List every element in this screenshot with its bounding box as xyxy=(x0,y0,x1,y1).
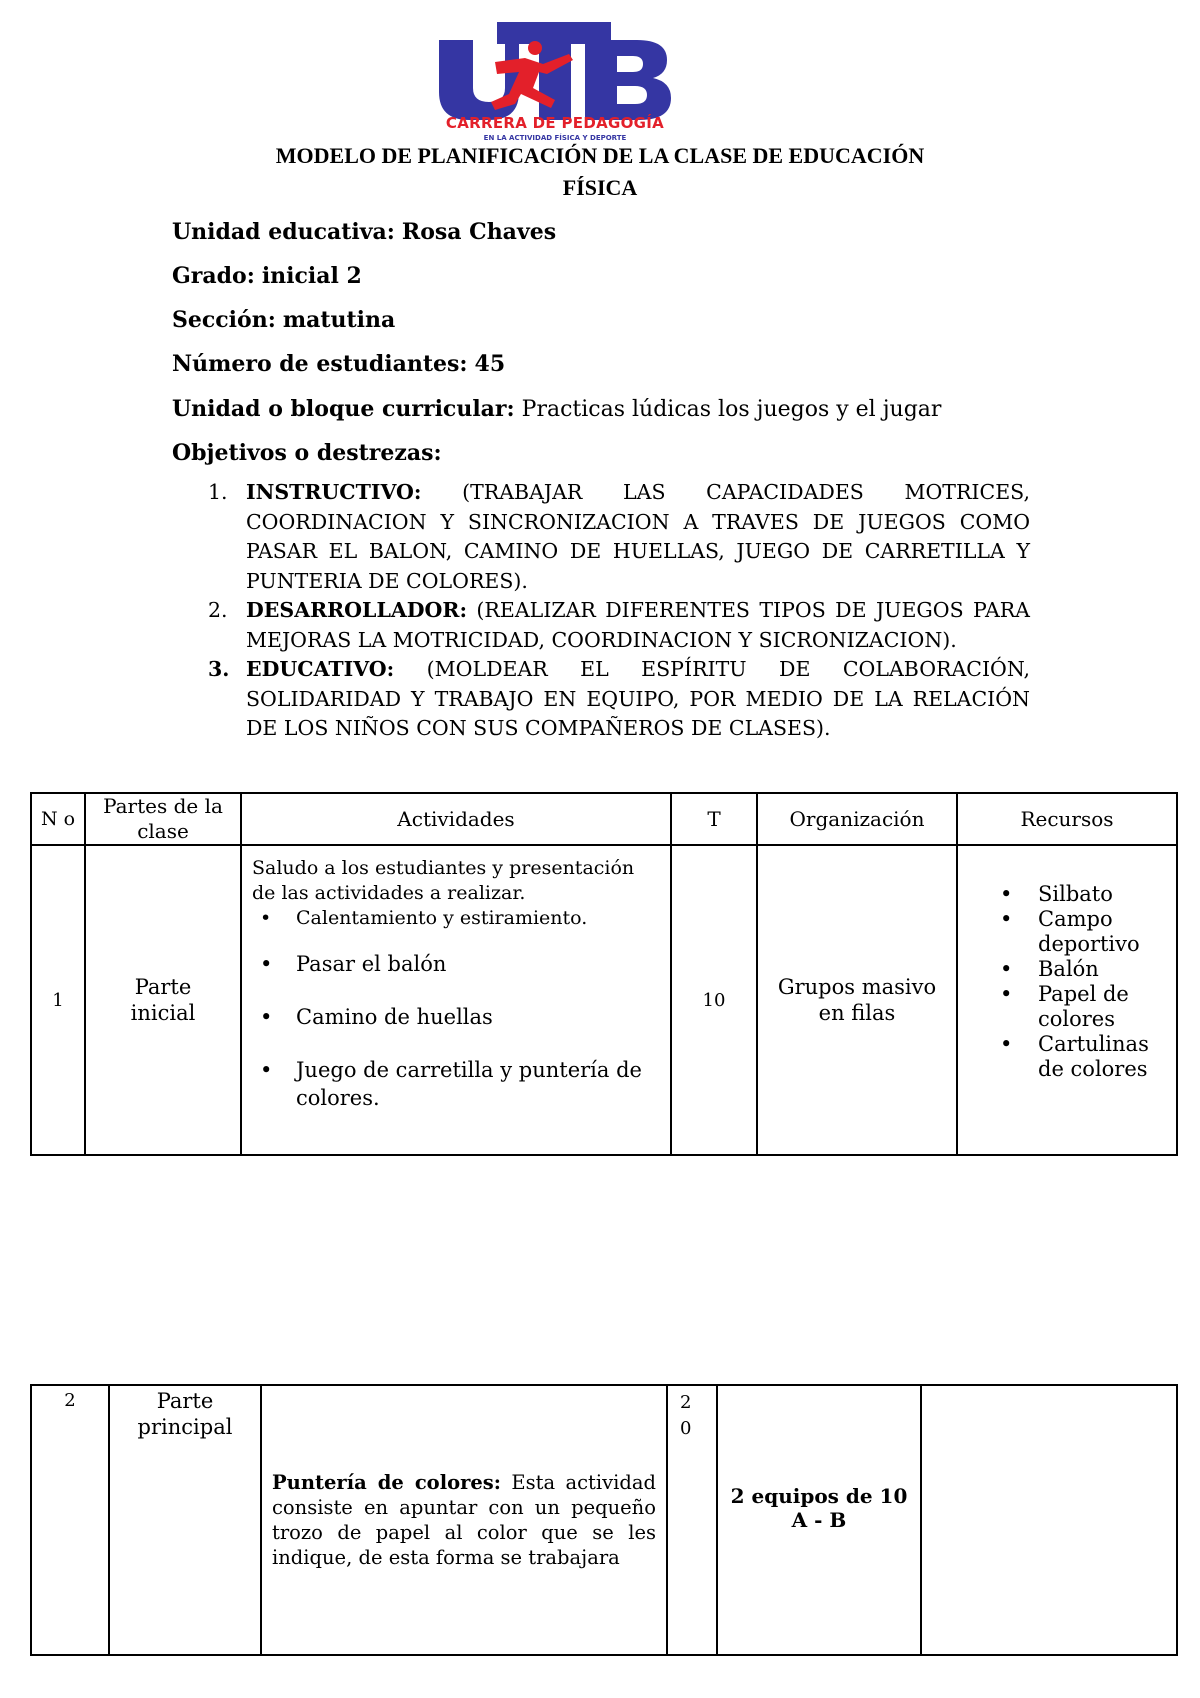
field-seccion xyxy=(172,305,395,336)
row-no: 2 xyxy=(31,1385,109,1655)
field-grado xyxy=(172,261,362,292)
logo-subtitle: CARRERA DE PEDAGOGÍA xyxy=(445,114,665,132)
field-numero-estudiantes xyxy=(172,349,505,380)
planning-table-2 xyxy=(30,1384,1178,1656)
row-organizacion xyxy=(717,1385,921,1655)
document-title xyxy=(150,140,1050,204)
list-item: • Silbato xyxy=(1038,882,1176,907)
row-t-value: 2 0 xyxy=(680,1392,692,1439)
objective-head: DESARROLLADOR: xyxy=(246,598,468,622)
field-label: Unidad o bloque curricular: xyxy=(172,396,515,422)
field-objetivos xyxy=(172,438,442,469)
list-item: • Papel de colores xyxy=(1038,982,1176,1032)
objective-head: EDUCATIVO: xyxy=(246,657,395,681)
field-label: Objetivos o destrezas: xyxy=(172,440,442,466)
row-recursos xyxy=(921,1385,1177,1655)
field-value: Rosa Chaves xyxy=(401,219,557,245)
row-t xyxy=(667,1385,717,1655)
row-parte: Parte principal xyxy=(109,1385,261,1655)
row-no: 1 xyxy=(31,845,85,1155)
table-row xyxy=(31,845,1177,1155)
list-item: • Calentamiento y estiramiento. xyxy=(296,906,662,930)
utb-logo xyxy=(435,18,675,146)
activity-label: Puntería de colores: xyxy=(272,1471,501,1494)
row-actividades xyxy=(261,1385,667,1655)
row-parte: Parte inicial xyxy=(85,845,241,1155)
header-partes: Partes de la clase xyxy=(85,793,241,845)
activity-text: Esta actividad consiste en apuntar con un pequeño trozo de papel al color que se les indique, de esta forma se trabajara xyxy=(272,1471,656,1569)
objective-item xyxy=(200,596,1030,655)
objectives-list xyxy=(200,478,1030,744)
organizacion-line-1: 2 equipos de 10 xyxy=(730,1484,908,1508)
objective-number: 1. xyxy=(208,480,228,504)
field-label: Grado: xyxy=(172,263,255,289)
header-actividades: Actividades xyxy=(241,793,671,845)
row-organizacion: Grupos masivo en filas xyxy=(757,845,957,1155)
header-organizacion: Organización xyxy=(757,793,957,845)
field-label: Número de estudiantes: xyxy=(172,351,468,377)
logo-text xyxy=(675,18,676,19)
list-item: • Camino de huellas xyxy=(296,1003,662,1031)
list-item: • Cartulinas de colores xyxy=(1038,1032,1176,1082)
row-t: 10 xyxy=(671,845,757,1155)
field-label: Unidad educativa: xyxy=(172,219,395,245)
field-value: inicial 2 xyxy=(261,263,362,289)
field-value: 45 xyxy=(474,351,506,377)
list-item: • Juego de carretilla y puntería de colores. xyxy=(296,1056,662,1112)
table-row xyxy=(31,1385,1177,1655)
title-line-2: FÍSICA xyxy=(562,175,638,200)
row-recursos xyxy=(957,845,1177,1155)
objective-number: 2. xyxy=(208,598,228,622)
objective-number: 3. xyxy=(208,657,230,681)
organizacion-line-2: A - B xyxy=(791,1508,847,1532)
row-actividades xyxy=(241,845,671,1155)
planning-table-1 xyxy=(30,792,1178,1156)
table-header-row xyxy=(31,793,1177,845)
logo-tagline: EN LA ACTIVIDAD FÍSICA Y DEPORTE xyxy=(483,134,627,142)
header-recursos: Recursos xyxy=(957,793,1177,845)
objective-head: INSTRUCTIVO: xyxy=(246,480,422,504)
field-value: matutina xyxy=(282,307,396,333)
header-t: T xyxy=(671,793,757,845)
objective-text: (TRABAJAR LAS CAPACIDADES MOTRICES, COORDINACION Y SINCRONIZACION A TRAVES DE JUEGOS COMO PASAR EL BALON, CAMINO DE HUELLAS, JUEGO DE CARRETILLA Y PUNTERIA DE COLORES). xyxy=(246,480,1030,593)
field-value: Practicas lúdicas los juegos y el jugar xyxy=(521,397,942,422)
activity-description xyxy=(262,1470,666,1570)
list-item: • Balón xyxy=(1038,957,1176,982)
activity-intro: Saludo a los estudiantes y presentación de las actividades a realizar. xyxy=(252,857,635,904)
activity-list xyxy=(252,906,662,1112)
resources-list xyxy=(958,882,1176,1082)
field-label: Sección: xyxy=(172,307,276,333)
field-unidad-educativa xyxy=(172,217,556,248)
objective-item xyxy=(200,655,1030,744)
list-item: • Campo deportivo xyxy=(1038,907,1176,957)
field-bloque-curricular xyxy=(172,394,941,425)
objective-item xyxy=(200,478,1030,596)
objective-text: (REALIZAR DIFERENTES TIPOS DE JUEGOS PARA MEJORAS LA MOTRICIDAD, COORDINACION Y SICRONIZACION). xyxy=(246,598,1030,652)
title-line-1: MODELO DE PLANIFICACIÓN DE LA CLASE DE EDUCACIÓN xyxy=(275,143,925,168)
objective-text: (MOLDEAR EL ESPÍRITU DE COLABORACIÓN, SOLIDARIDAD Y TRABAJO EN EQUIPO, POR MEDIO DE LA RELACIÓN DE LOS NIÑOS CON SUS COMPAÑEROS DE CLASES). xyxy=(246,657,1030,740)
list-item: • Pasar el balón xyxy=(296,950,662,978)
header-no: N o xyxy=(31,793,85,845)
